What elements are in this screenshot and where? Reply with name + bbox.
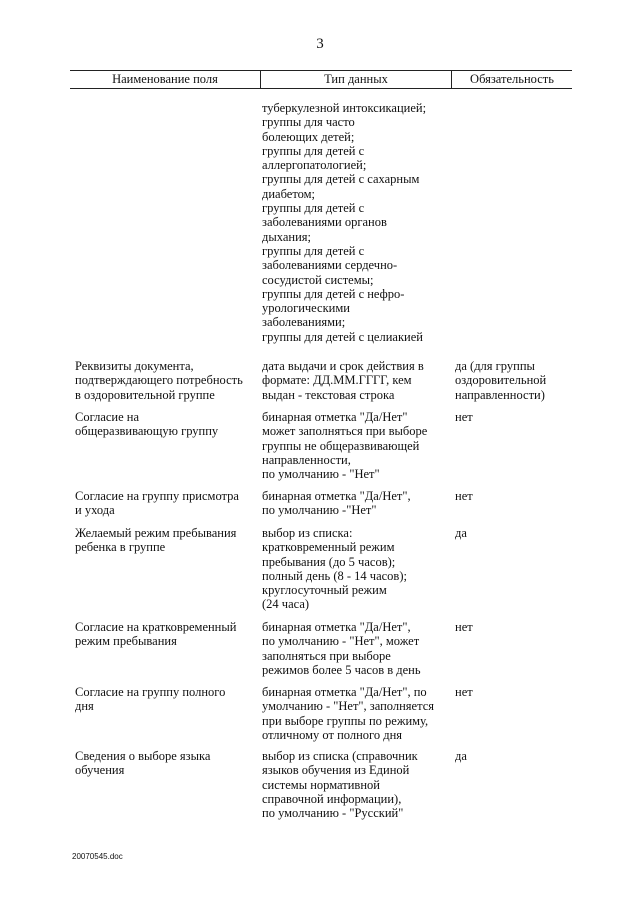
table-cell-required: нет xyxy=(455,410,473,424)
table-cell-name: Сведения о выборе языка обучения xyxy=(75,749,211,778)
table-cell-type: бинарная отметка "Да/Нет" может заполняться при выборе группы не общеразвивающей направленности, по умолчанию - "Нет" xyxy=(262,410,428,482)
table-cell-type: туберкулезной интоксикацией; группы для часто болеющих детей; группы для детей с аллергопатологией; группы для детей с сахарным диабетом; группы для детей с заболеваниями органов дыхания; группы для детей с заболеваниями сердечно- сосудистой системы; группы для детей с нефро- урологическими заболеваниями; группы для детей с целиакией xyxy=(262,101,427,344)
table-cell-name: Согласие на общеразвивающую группу xyxy=(75,410,219,439)
footer-filename: 20070545.doc xyxy=(72,852,123,861)
table-cell-name: Желаемый режим пребывания ребенка в группе xyxy=(75,526,237,555)
table-cell-required: да xyxy=(455,526,467,540)
column-header-name: Наименование поля xyxy=(112,72,218,86)
table-cell-name: Реквизиты документа, подтверждающего потребность в оздоровительной группе xyxy=(75,359,243,402)
table-cell-type: дата выдачи и срок действия в формате: ДД.ММ.ГГГГ, кем выдан - текстовая строка xyxy=(262,359,424,402)
table-cell-required: нет xyxy=(455,685,473,699)
column-header-type: Тип данных xyxy=(324,72,388,86)
table-cell-required: да xyxy=(455,749,467,763)
page-number: 3 xyxy=(316,36,324,52)
table-cell-required: нет xyxy=(455,489,473,503)
table-cell-name: Согласие на кратковременный режим пребывания xyxy=(75,620,237,649)
table-cell-type: бинарная отметка "Да/Нет", по умолчанию -"Нет" xyxy=(262,489,411,518)
column-header-required: Обязательность xyxy=(470,72,554,86)
table-cell-type: выбор из списка (справочник языков обучения из Единой системы нормативной справочной информации), по умолчанию - "Русский" xyxy=(262,749,418,821)
table-cell-type: выбор из списка: кратковременный режим пребывания (до 5 часов); полный день (8 - 14 часов); круглосуточный режим (24 часа) xyxy=(262,526,407,612)
table-header xyxy=(70,70,572,89)
table-cell-type: бинарная отметка "Да/Нет", по умолчанию - "Нет", может заполняться при выборе режимов более 5 часов в день xyxy=(262,620,421,677)
table-cell-required: да (для группы оздоровительной направленности) xyxy=(455,359,547,402)
table-cell-type: бинарная отметка "Да/Нет", по умолчанию - "Нет", заполняется при выборе группы по режиму, отличному от полного дня xyxy=(262,685,435,742)
table-cell-name: Согласие на группу присмотра и ухода xyxy=(75,489,239,518)
table-cell-name: Согласие на группу полного дня xyxy=(75,685,226,714)
table-cell-required: нет xyxy=(455,620,473,634)
